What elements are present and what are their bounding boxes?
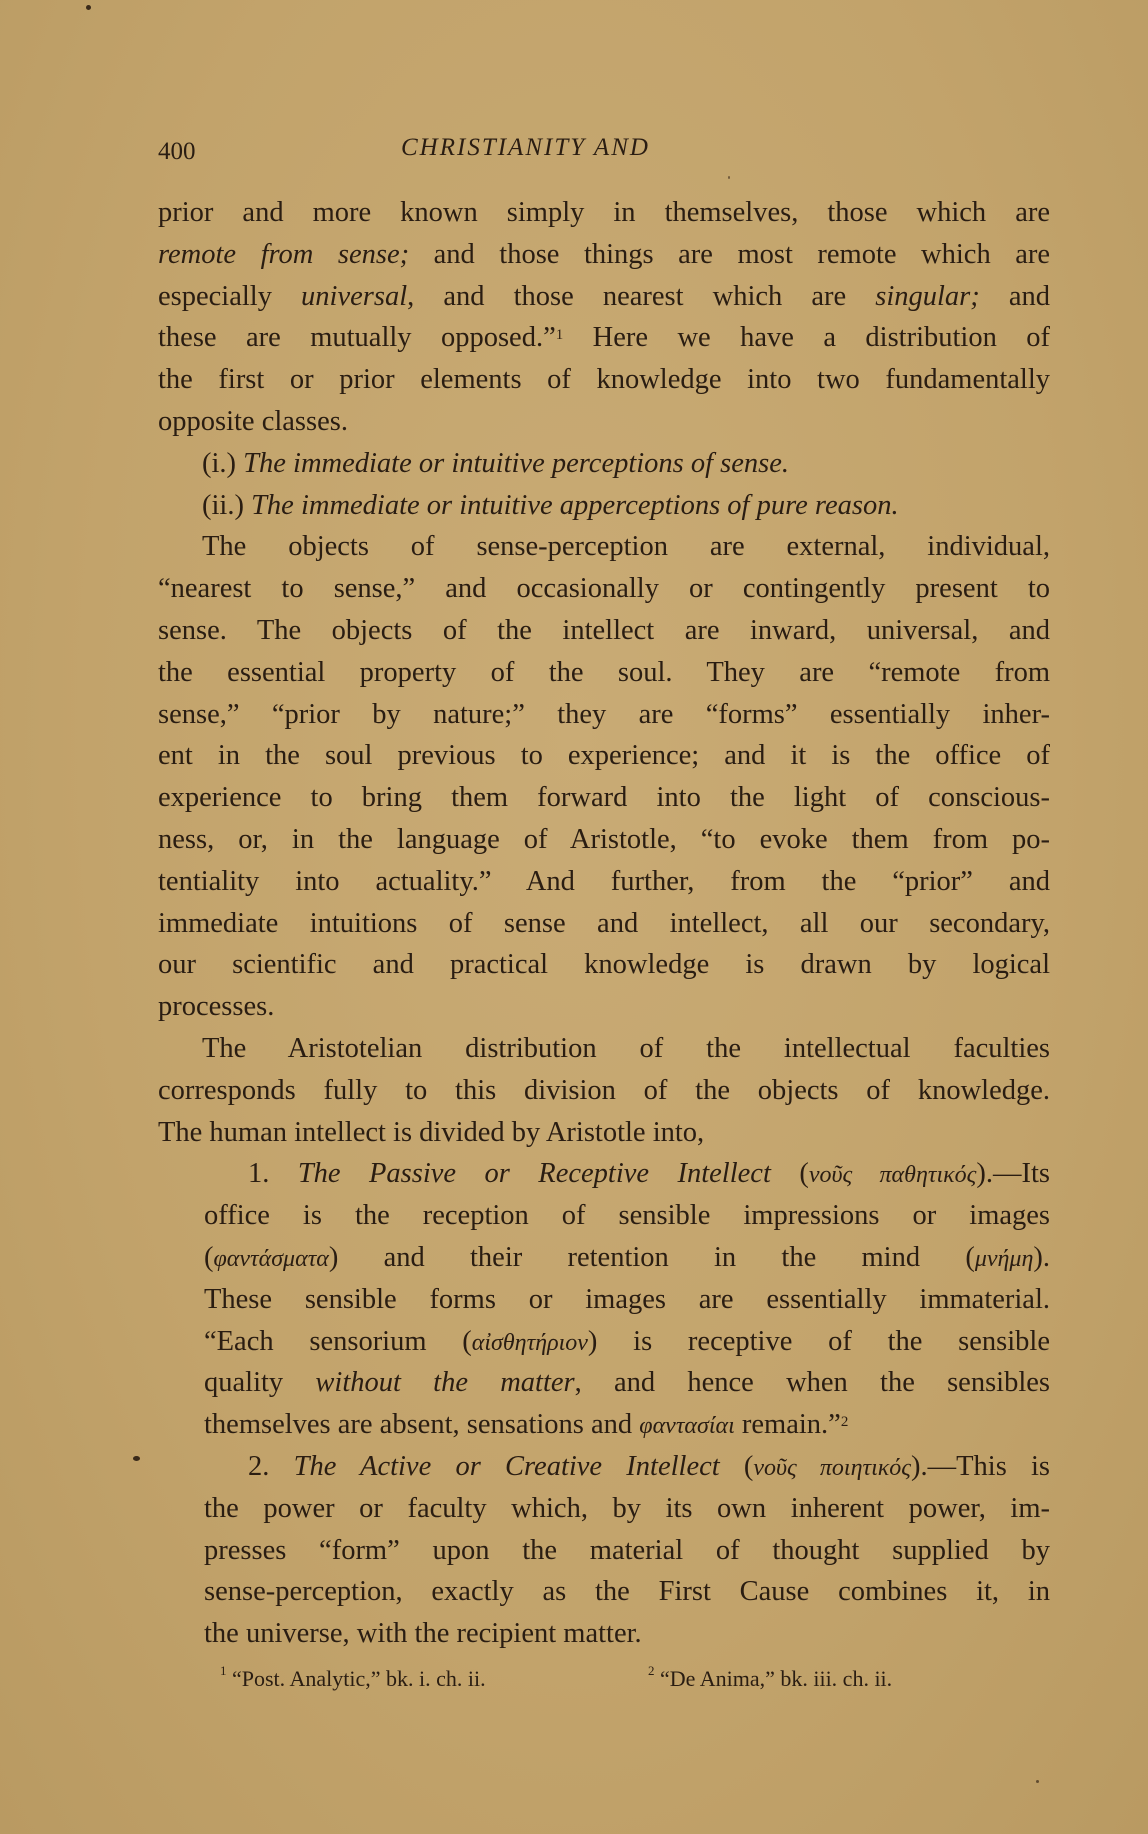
text-line [158,1530,1050,1572]
text-run: ness, or, in the language of Aristotle, “to evoke them from po- [158,823,1050,855]
footnote-marker: 2 [648,1663,655,1678]
greek-term: αἰσθητήριον [471,1329,588,1356]
text-run: office is the reception of sensible impressions or images [204,1200,1050,1232]
text-line [158,694,1050,736]
emphasis-text: without the matter [315,1367,575,1399]
text-run: , and hence when the sensibles [574,1367,1050,1399]
footnote-text: “Post. Analytic,” bk. i. ch. ii. [232,1666,486,1691]
greek-term: φαντάσματα [213,1245,329,1272]
text-run: The human intellect is divided by Aristotle into, [158,1116,705,1148]
text-line [158,1446,1050,1488]
text-run: The Aristotelian distribution of the intellectual faculties [202,1032,1050,1064]
text-run: ).—Its [976,1158,1050,1190]
text-line [158,276,1050,318]
text-line [158,485,1050,527]
text-run: prior and more known simply in themselves, those which are [158,197,1050,228]
ink-speck [133,1456,140,1461]
text-line [158,1153,1050,1195]
text-run: the universe, with the recipient matter. [204,1618,642,1650]
text-line [158,1321,1050,1363]
text-line [158,777,1050,819]
text-run: tentiality into actuality.” And further, from the “prior” and [158,865,1050,897]
text-run: sense,” “prior by nature;” they are “forms” essentially inher- [158,698,1050,730]
emphasis-text: The Active or Creative Intellect [293,1450,720,1482]
emphasis-text: universal [301,280,408,312]
greek-term: φαντασίαι [639,1413,735,1440]
text-run: These sensible forms or images are essentially immaterial. [204,1283,1050,1315]
text-line [158,1571,1050,1613]
text-run: sense-perception, exactly as the First Cause combines it, in [204,1576,1050,1608]
text-line [158,192,1050,234]
footnote-1 [220,1663,486,1692]
running-title: CHRISTIANITY AND [401,134,650,161]
text-run: remain.” [734,1409,841,1441]
text-line [158,1488,1050,1530]
text-run: and those things are most remote which are [409,238,1050,270]
text-line [158,652,1050,694]
text-run: ) is receptive of the sensible [587,1325,1050,1357]
text-run: processes. [158,991,275,1023]
text-run: ( [719,1450,754,1482]
footnote-ref: 2 [840,1414,849,1431]
text-run: “Each sensorium ( [204,1325,472,1357]
text-line [158,1362,1050,1404]
emphasis-text: The immediate or intuitive apperceptions of pure reason. [251,489,899,521]
text-line [158,1195,1050,1237]
text-run: ( [204,1241,214,1273]
emphasis-text: The Passive or Receptive Intellect [297,1158,771,1190]
text-line [158,1237,1050,1279]
text-run: immediate intuitions of sense and intellect, all our secondary, [158,907,1050,939]
text-run: (i.) [202,447,244,479]
text-run: especially [158,280,302,312]
text-run: sense. The objects of the intellect are inward, universal, and [158,614,1050,646]
text-run: ent in the soul previous to experience; and it is the office of [158,740,1050,772]
text-run: presses “form” upon the material of thought supplied by [204,1534,1050,1566]
ink-speck [86,5,91,10]
text-line [158,944,1050,986]
footnote-2 [648,1663,893,1692]
ink-speck [728,176,730,179]
page-number: 400 [158,138,196,165]
text-line [158,317,1050,359]
text-line [158,401,1050,443]
text-run: , and those nearest which are [407,280,876,312]
greek-term: νοῦς παθητικός [808,1162,977,1189]
text-run: ). [1033,1241,1050,1273]
text-line [158,903,1050,945]
text-run: and [979,280,1051,312]
text-line [158,526,1050,568]
text-run: (ii.) [202,489,252,521]
text-line [158,234,1050,276]
emphasis-text: singular; [875,280,980,312]
text-line [158,1070,1050,1112]
text-line [158,1279,1050,1321]
text-line [158,861,1050,903]
greek-term: νοῦς ποιητικός [753,1454,911,1481]
text-run: ) and their retention in the mind ( [328,1241,975,1273]
text-run: quality [204,1367,316,1399]
text-run: corresponds fully to this division of the objects of knowledge. [158,1074,1050,1106]
text-line [158,359,1050,401]
text-line [158,986,1050,1028]
text-line [158,819,1050,861]
text-run: 2. [248,1450,294,1482]
text-run: our scientific and practical knowledge is drawn by logical [158,949,1050,981]
text-line [158,1112,1050,1154]
footnote-ref: 1 [555,327,564,344]
text-line [158,610,1050,652]
text-run: themselves are absent, sensations and [204,1409,640,1441]
text-line [158,443,1050,485]
text-line [158,1404,1050,1446]
text-run: the power or faculty which, by its own inherent power, im- [204,1492,1050,1524]
running-head [158,128,1058,168]
footnote-marker: 1 [220,1663,227,1678]
footnote-text: “De Anima,” bk. iii. ch. ii. [660,1666,893,1691]
text-run: The objects of sense-perception are external, individual, [202,531,1050,563]
text-run: ).—This is [911,1450,1051,1482]
emphasis-text: The immediate or intuitive perceptions of sense. [243,447,790,479]
text-line [158,1613,1050,1655]
text-line [158,1028,1050,1070]
text-run: ( [770,1158,809,1190]
text-line [158,735,1050,777]
text-run: 1. [248,1158,298,1190]
body-text [158,192,1050,1655]
text-run: “nearest to sense,” and occasionally or contingently present to [158,573,1050,605]
ink-speck [1036,1780,1039,1783]
text-run: Here we have a distribution of [563,322,1050,354]
text-run: the first or prior elements of knowledge into two fundamentally [158,364,1050,396]
text-run: these are mutually opposed.” [158,322,556,354]
text-line [158,568,1050,610]
text-run: experience to bring them forward into the light of conscious- [158,782,1050,814]
emphasis-text: remote from sense; [158,238,410,270]
text-run: the essential property of the soul. They are “remote from [158,656,1050,688]
greek-term: μνήμη [974,1245,1034,1272]
text-run: opposite classes. [158,405,348,437]
